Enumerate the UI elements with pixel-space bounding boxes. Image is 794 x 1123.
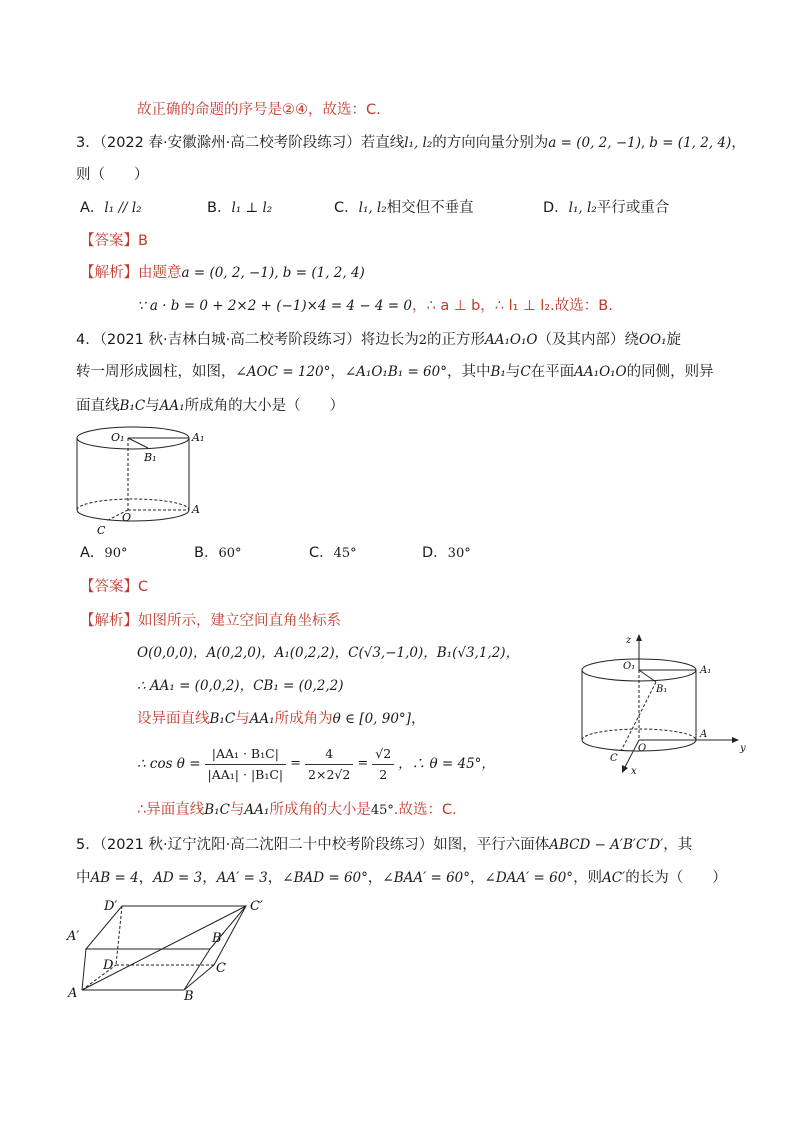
analysis-end: .故选：B.: [550, 298, 613, 314]
equals: =: [357, 756, 369, 771]
label-A1: A₁: [192, 431, 205, 444]
math: 45°: [370, 803, 394, 818]
q3-option-b[interactable]: [207, 198, 272, 218]
text: 的同侧，则异: [626, 364, 714, 380]
math: ABCD − A′B′C′D′: [549, 837, 664, 853]
text: ，: [367, 870, 383, 886]
text: 与: [505, 364, 521, 380]
denominator: |AA₁| · |B₁C|: [207, 766, 284, 782]
numerator: √2: [372, 744, 394, 765]
text: ，: [138, 870, 154, 886]
option-text: 平行或重合: [596, 200, 670, 216]
q4-option-a[interactable]: [80, 543, 127, 564]
answer-tag: 【答案】: [80, 233, 138, 249]
q5-stem-line2: [76, 868, 727, 888]
q4-stem-line2: [76, 362, 714, 382]
q3-vec-a: a = (0, 2, −1): [548, 135, 641, 151]
math: AA₁: [244, 802, 270, 818]
label-C-prime: C′: [250, 899, 263, 914]
q3-analysis-line1: [80, 263, 365, 283]
text: 与: [229, 802, 245, 818]
math: AA₁O₁O: [485, 332, 538, 348]
label-A: A: [700, 729, 708, 740]
cos-lhs: ∴ cos θ =: [137, 756, 201, 772]
q3-option-a[interactable]: [80, 198, 142, 218]
text: ，其: [663, 837, 693, 853]
option-text: 45°: [333, 546, 357, 561]
q4-number: 4．: [76, 332, 100, 348]
option-letter: C．: [309, 545, 334, 561]
answer-tag: 【答案】: [80, 579, 138, 595]
q4-vectors: ∴ AA₁ = (0,0,2)，CB₁ = (0,2,2): [137, 678, 344, 694]
math: B₁C: [204, 802, 230, 818]
math: AA₁: [159, 398, 185, 414]
q5-parallelepiped-figure: [66, 890, 276, 1002]
q4-analysis-cylinder-figure: [576, 634, 756, 776]
fraction-1: [205, 744, 287, 785]
math: B₁C: [209, 711, 236, 727]
label-y: y: [740, 743, 746, 754]
q4-option-b[interactable]: [194, 543, 242, 564]
option-letter: B．: [194, 545, 219, 561]
text: ，: [267, 870, 283, 886]
text: 中: [76, 870, 91, 886]
text: ，: [410, 711, 426, 727]
q3-source: （2022 春·安徽滁州·高二校考阶段练习）若直线: [99, 135, 405, 151]
text: 与: [145, 398, 160, 414]
text: ，: [202, 870, 217, 886]
analysis-math: a = (0, 2, −1), b = (1, 2, 4): [181, 265, 365, 281]
answer-value: C: [138, 579, 149, 595]
math: AA₁O₁O: [574, 364, 627, 380]
text: 在平面: [530, 364, 575, 380]
q3-number: 3．: [76, 135, 100, 151]
analysis-text: 如图所示，建立空间直角坐标系: [138, 613, 341, 629]
text: 所成角的大小是: [269, 802, 371, 818]
label-A: A: [68, 986, 78, 1001]
text: ，则: [573, 870, 603, 886]
denominator: 2: [379, 766, 388, 782]
math: ∠DAA′ = 60°: [484, 870, 574, 886]
label-C: C: [97, 524, 106, 537]
q2-conclusion: 故正确的命题的序号是②④，故选：C.: [137, 102, 381, 118]
q3-vec-b: b = (1, 2, 4): [649, 135, 732, 151]
text: 设异面直线: [137, 711, 210, 727]
q4-option-c[interactable]: [309, 543, 357, 564]
q4-set-angle: [137, 709, 425, 729]
q3-option-d[interactable]: [543, 198, 669, 218]
math: 2: [418, 333, 427, 348]
q4-cylinder-figure: [68, 424, 208, 542]
label-x: x: [631, 766, 637, 776]
cos-rhs: ，∴ θ = 45°，: [398, 756, 495, 772]
option-text: l₁ ⊥ l₂: [231, 200, 273, 216]
q3-stem-mid: 的方向向量分别为: [432, 135, 549, 151]
math: ∠AOC = 120°: [235, 364, 331, 380]
label-z: z: [626, 635, 632, 646]
label-A: A: [192, 503, 200, 516]
text: （2021 秋·辽宁沈阳·高二沈阳二十中校考阶段练习）如图，平行六面体: [99, 837, 550, 853]
numerator: 4: [305, 744, 353, 765]
label-O1: O₁: [111, 431, 125, 444]
label-B: B: [184, 989, 194, 1002]
label-A-prime: A′: [67, 929, 80, 944]
option-letter: D．: [543, 200, 569, 216]
math: B₁C: [119, 398, 146, 414]
analysis-text: ，∴ a ⊥ b: [412, 298, 481, 314]
label-B-prime: B′: [212, 931, 225, 946]
option-letter: A．: [80, 200, 105, 216]
equals: =: [290, 756, 302, 771]
q4-conclusion: [137, 800, 457, 821]
label-B1: B₁: [144, 451, 157, 464]
fraction-3: [372, 744, 394, 785]
q4-option-d[interactable]: [422, 543, 471, 564]
text: ，: [470, 870, 485, 886]
option-text: 90°: [104, 546, 128, 561]
q4-stem-line1: [76, 330, 681, 351]
q3-lines: l₁, l₂: [404, 135, 433, 151]
text: 转一周形成圆柱，如图，: [76, 364, 236, 380]
q3-option-c[interactable]: [334, 198, 474, 218]
math: AB = 4: [90, 870, 139, 886]
label-A1: A₁: [700, 665, 712, 676]
math: AA′ = 3: [216, 870, 268, 886]
analysis-text: ，∴ l₁ ⊥ l₂: [480, 298, 551, 314]
text: .故选：C.: [393, 802, 457, 818]
q3-stem-line1: 3．（2022 春·安徽滁州·高二校考阶段练习）若直线l₁, l₂的方向向量分别为a = (0, 2, −1), b = (1, 2, 4)，: [76, 135, 746, 151]
numerator: |AA₁ · B₁C|: [205, 744, 287, 765]
denominator: 2×2√2: [308, 766, 351, 782]
q3-analysis-line2: [137, 296, 613, 316]
label-C: C: [216, 961, 226, 976]
math: B₁: [490, 364, 506, 380]
text: 的长为（ ）: [625, 870, 727, 886]
q5-number: 5．: [76, 837, 100, 853]
label-C: C: [610, 753, 618, 764]
q4-answer: [80, 577, 148, 597]
math: θ ∈ [0, 90°]: [332, 711, 411, 727]
math: ∠A₁O₁B₁ = 60°: [344, 364, 447, 380]
math: ∠BAD = 60°: [282, 870, 368, 886]
q5-stem-line1: [76, 835, 692, 855]
option-letter: D．: [422, 545, 448, 561]
q4-analysis-line1: [80, 611, 341, 631]
q3-answer: [80, 231, 148, 251]
option-text: 30°: [447, 546, 471, 561]
q4-coords: O(0,0,0)，A(0,2,0)，A₁(0,2,2)，C(√3,−1,0)，B₁(√3,1,2)，: [137, 645, 520, 661]
math: AC′: [602, 870, 626, 886]
text: ，: [330, 364, 345, 380]
option-letter: C．: [334, 200, 359, 216]
option-letter: A．: [80, 545, 105, 561]
answer-value: B: [138, 233, 148, 249]
text: （及其内部）绕: [537, 332, 639, 348]
math: AA₁: [249, 711, 275, 727]
option-text: l₁ // l₂: [104, 200, 142, 216]
text: 旋: [666, 332, 682, 348]
fraction-2: [305, 744, 353, 785]
analysis-tag: 【解析】: [80, 265, 138, 281]
math: AD = 3: [153, 870, 203, 886]
text: 所成角的大小是（ ）: [184, 398, 345, 414]
label-O1: O₁: [623, 661, 636, 672]
option-text: 相交但不垂直: [386, 200, 474, 216]
label-O: O: [638, 743, 647, 754]
math: ∠BAA′ = 60°: [382, 870, 471, 886]
text: ，其中: [446, 364, 491, 380]
analysis-text: 由题意: [138, 265, 182, 281]
q3-stem-line2: 则（ ）: [76, 167, 149, 183]
text: （2021 秋·吉林白城·高二校考阶段练习）将边长为: [99, 332, 419, 348]
text: ∴异面直线: [137, 802, 205, 818]
option-math: l₁, l₂: [358, 200, 387, 216]
analysis-math: ∵ a · b = 0 + 2×2 + (−1)×4 = 4 − 4 = 0: [137, 298, 412, 314]
q4-cos-formula: [137, 742, 495, 786]
text: 的正方形: [427, 332, 485, 348]
text: 面直线: [76, 398, 120, 414]
text: 所成角为: [274, 711, 333, 727]
q3-stem-end: ，: [731, 135, 746, 151]
label-D: D: [103, 958, 114, 973]
option-math: l₁, l₂: [568, 200, 597, 216]
option-letter: B．: [207, 200, 232, 216]
math: C: [520, 364, 531, 380]
label-O: O: [122, 511, 132, 524]
label-D-prime: D′: [104, 899, 118, 914]
analysis-tag: 【解析】: [80, 613, 138, 629]
label-B1: B₁: [656, 684, 668, 695]
option-text: 60°: [218, 546, 242, 561]
text: 与: [235, 711, 250, 727]
q4-stem-line3: [76, 396, 344, 416]
math: OO₁: [638, 332, 667, 348]
